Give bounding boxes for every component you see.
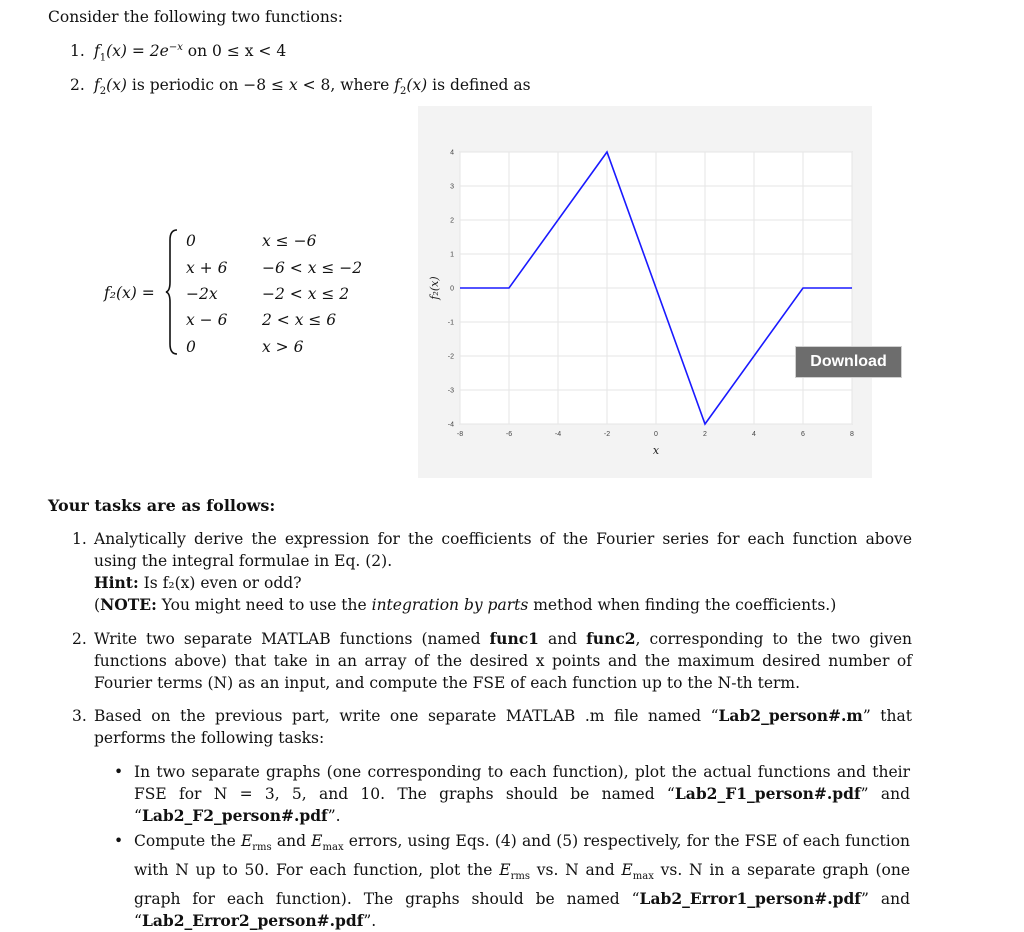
y-tick-label: -4 (447, 421, 454, 429)
y-tick-label: 4 (450, 149, 454, 157)
x-tick-label: 2 (703, 431, 707, 438)
function-2-item: 2. $f_2(x)$ is periodic on −8 ≤ x < 8, where $f_2(x)$ is defined as (70, 76, 531, 98)
x-axis-label: x (652, 444, 660, 457)
y-axis-label: f₂(x) (428, 276, 441, 300)
x-tick-label: -8 (456, 431, 464, 438)
piecewise-row: −2x −2 < x ≤ 2 (186, 285, 350, 303)
left-brace (165, 228, 179, 356)
task-1: 1. Analytically derive the expression for the coefficients of the Fourier series for each function above using the integral formulae in Eq. (2). Hint: Is f₂(x) even or odd? (NOTE: You might need to use the integration by parts method when finding the coefficients.) (72, 530, 912, 614)
piecewise-label: f₂(x) = (104, 284, 155, 302)
piecewise-row: x − 6 2 < x ≤ 6 (186, 311, 337, 329)
y-tick-label: 3 (450, 183, 454, 191)
tasks-heading: Your tasks are as follows: (48, 496, 276, 515)
x-tick-label: 4 (752, 431, 756, 438)
x-tick-label: -2 (603, 431, 611, 438)
y-tick-label: 1 (450, 251, 454, 259)
bullet-2: • Compute the $E_{rms}$ and $E_{max}$ errors, using Eqs. (4) and (5) respectively, for the FSE of each function with N up to 50. For each function, plot the $E_{rms}$ vs. N and $E_{max}$ vs. N in a separate graph (one graph for each function). The graphs should be named “Lab2_Error1_person#.pdf” and “Lab2_Error2_person#.pdf”. (114, 832, 911, 931)
y-tick-label: -3 (447, 387, 454, 395)
piecewise-row: 0 x > 6 (186, 338, 304, 356)
y-tick-label: -1 (447, 319, 454, 327)
x-tick-label: 6 (801, 431, 805, 438)
x-tick-label: 0 (654, 431, 658, 438)
y-tick-label: 2 (450, 217, 454, 225)
item-number: 1. (70, 42, 85, 61)
bullet-1: • In two separate graphs (one corresponding to each function), plot the actual functions and their FSE for N = 3, 5, and 10. The graphs should be named “Lab2_F1_person#.pdf” and “Lab2_F2_person#.pdf”. (114, 763, 911, 825)
chart-panel (418, 106, 872, 478)
x-tick-label: -6 (505, 431, 513, 438)
x-tick-label: -4 (554, 431, 562, 438)
task-3: 3. Based on the previous part, write one separate MATLAB .m file named “Lab2_person#.m” that performs the following tasks: (72, 706, 912, 747)
piecewise-row: 0 x ≤ −6 (186, 232, 317, 250)
f2-chart (418, 106, 872, 478)
piecewise-row: x + 6 −6 < x ≤ −2 (186, 259, 363, 277)
y-tick-label: -2 (447, 353, 454, 361)
download-button[interactable]: Download (795, 346, 902, 378)
item-number: 2. (70, 76, 85, 94)
x-tick-label: 8 (850, 431, 854, 438)
intro-text: Consider the following two functions: (48, 8, 344, 26)
task-2: 2. Write two separate MATLAB functions (named func1 and func2, corresponding to the two given functions above) that take in an array of the desired x points and the maximum desired number of Fourier terms (N) as an input, and compute the FSE of each function up to the N-th term. (72, 629, 913, 692)
function-1-item: 1. $f_1(x) = 2e^{-x}$ on 0 ≤ x < 4 (70, 42, 287, 64)
y-tick-label: 0 (450, 285, 454, 293)
